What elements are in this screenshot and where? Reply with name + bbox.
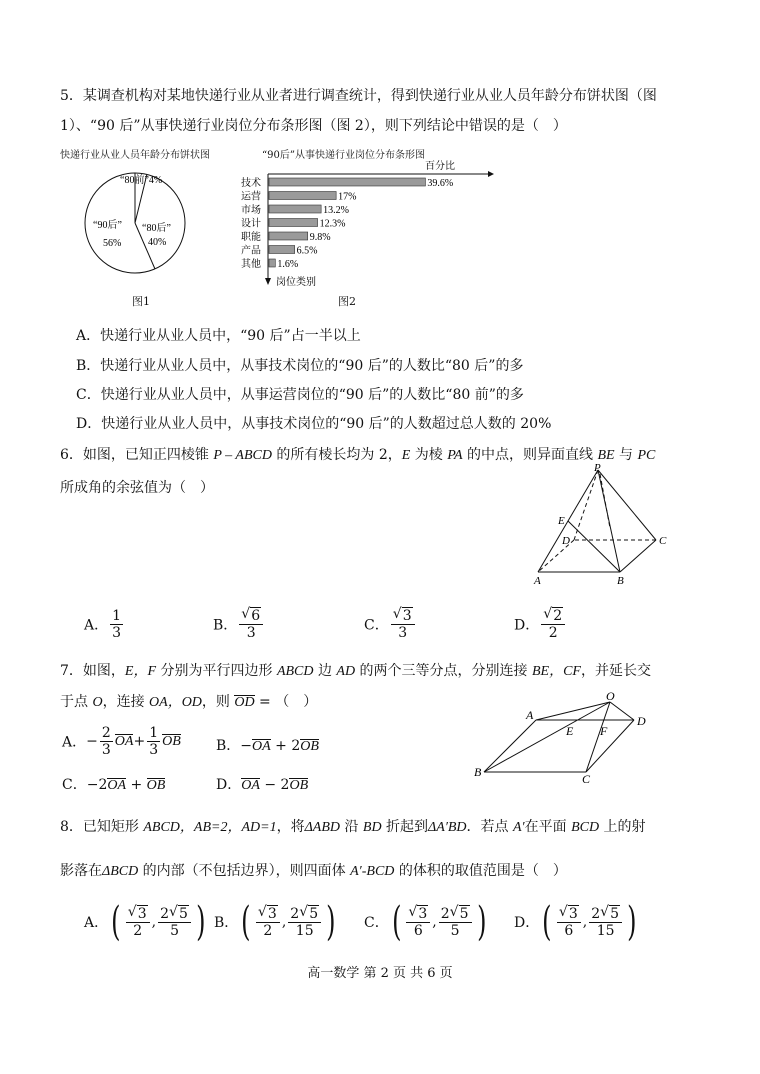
bar-value-label: 1.6% xyxy=(277,259,299,270)
label-b: B xyxy=(474,765,482,779)
label-c: C xyxy=(659,535,667,547)
parallelogram-figure xyxy=(470,688,660,784)
bar-chart-title: “90后”从事快递行业岗位分布条形图 xyxy=(262,150,425,161)
q5-stem-line1: 5．某调查机构对某地快递行业从业者进行调查统计，得到快递行业从业人员年龄分布饼状图（图 xyxy=(60,88,657,104)
bar-chart xyxy=(238,158,498,290)
q7-stem-line1: 7．如图，E，F 分别为平行四边形 ABCD 边 AD 的两个三等分点，分别连接 BE，CF，并延长交 xyxy=(60,663,651,679)
edge-ab xyxy=(484,720,536,772)
q5-option-b[interactable]: B．快递行业从业人员中，从事技术岗位的“90 后”的人数比“80 后”的多 xyxy=(76,358,524,374)
q6-text: 的所有棱长均为 2， xyxy=(271,447,402,463)
edge-pb xyxy=(598,470,620,572)
page-footer: 高一数学 第 2 页 共 6 页 xyxy=(307,966,453,981)
bar xyxy=(269,232,308,240)
q8-option-c[interactable]: C．( √ $\frac{3}{6}$ , $\frac{2√ 5}{5}$ ) xyxy=(364,902,489,942)
q8-stem-line2: 影落在ΔBCD 的内部（不包括边界），则四面体 A′-BCD 的体积的取值范围是（ ） xyxy=(60,863,567,879)
pie-slice-label-80-before: “80前”4% xyxy=(120,175,163,186)
pie-slice-label-80-after: “80后” xyxy=(142,223,171,234)
q6-edge-pa: PA xyxy=(447,448,463,463)
label-d: D xyxy=(637,714,646,728)
line-oa xyxy=(536,702,610,720)
bar-category-label: 职能 xyxy=(241,232,261,243)
q6-solid: P – ABCD xyxy=(213,448,272,463)
bar xyxy=(269,205,321,213)
q5-option-a[interactable]: A．快递行业从业人员中，“90 后”占一半以上 xyxy=(76,328,361,344)
bar-value-label: 6.5% xyxy=(296,245,318,257)
q6-option-d[interactable]: D． √ $\frac{2}{2}$ xyxy=(514,608,567,641)
bar-category-label: 产品 xyxy=(241,245,261,257)
pie-chart xyxy=(80,162,190,292)
q8-option-d[interactable]: D．( √ $\frac{3}{6}$ , $\frac{2√ 5}{15}$ ) xyxy=(514,902,640,942)
q6-text: 为棱 xyxy=(410,447,448,463)
pie-chart-title: 快递行业从业人员年龄分布饼状图 xyxy=(60,150,210,161)
bar-x-axis-arrow xyxy=(488,171,494,177)
bar-caption: 图2 xyxy=(338,295,356,308)
bar-category-label: 市场 xyxy=(241,205,261,216)
line-bo xyxy=(484,702,610,772)
bar-category-label: 技术 xyxy=(241,178,261,189)
q7-stem-line2: 于点 O，连接 OA，OD，则 OD = （ ） xyxy=(60,694,318,710)
bars-group xyxy=(241,176,453,270)
q6-option-c[interactable]: C． √ $\frac{3}{3}$ xyxy=(364,608,417,641)
q6-point-e: E xyxy=(401,448,411,463)
bar xyxy=(269,178,425,186)
q7-option-b[interactable]: B．−OA + 2OB xyxy=(216,738,319,754)
q6-text: 与 xyxy=(614,447,638,463)
q8-option-a[interactable]: A．( √ $\frac{3}{2}$ , $\frac{2√ 5}{5}$ ) xyxy=(84,902,209,942)
bar-category-label: 其他 xyxy=(241,259,261,270)
pyramid-figure xyxy=(528,462,678,590)
q7-option-c[interactable]: C．−2OA + OB xyxy=(62,777,166,793)
q8-stem-line1: 8．已知矩形 ABCD，AB=2，AD=1，将ΔABD 沿 BD 折起到ΔA′BD．若点 A′在平面 BCD 上的射 xyxy=(60,819,646,835)
bar-value-label: 12.3% xyxy=(319,218,346,230)
bar xyxy=(269,219,318,227)
bar xyxy=(269,259,275,267)
bar-y-axis-arrow xyxy=(265,278,271,285)
q6-option-a[interactable]: A． $\frac{1}{3}$ xyxy=(84,608,122,641)
label-p: P xyxy=(594,462,601,474)
q5-option-c[interactable]: C．快递行业从业人员中，从事运营岗位的“90 后”的人数比“80 前”的多 xyxy=(76,387,524,403)
label-f: F xyxy=(600,724,608,738)
pie-caption: 图1 xyxy=(132,295,150,308)
edge-dc xyxy=(586,720,634,772)
bar xyxy=(269,192,336,200)
pie-slice-percent-90-after: 56% xyxy=(103,238,122,249)
edge-bc xyxy=(620,540,656,572)
pie-slice-label-90-after: “90后” xyxy=(93,220,122,231)
bar-value-label: 39.6% xyxy=(427,178,454,189)
label-b: B xyxy=(617,575,624,587)
label-d: D xyxy=(562,535,570,547)
bar-value-label: 13.2% xyxy=(323,205,349,216)
segment-be xyxy=(568,521,620,572)
label-e: E xyxy=(566,724,574,738)
q7-option-d[interactable]: D．OA − 2OB xyxy=(216,777,309,793)
label-a: A xyxy=(526,708,534,722)
label-o: O xyxy=(606,689,615,703)
bar-value-label: 17% xyxy=(338,191,357,203)
bar-x-axis-label: 百分比 xyxy=(425,161,455,172)
q6-stem-line1 xyxy=(60,444,655,464)
q6-option-b[interactable]: B． √ $\frac{6}{3}$ xyxy=(213,608,265,641)
line-od xyxy=(610,702,634,720)
label-e: E xyxy=(558,515,565,527)
bar-value-label: 9.8% xyxy=(309,232,331,243)
q6-line-pc: PC xyxy=(637,448,656,463)
bar-y-axis-label: 岗位类别 xyxy=(276,277,316,288)
q5-stem-line2: 1）、“90 后”从事快递行业岗位分布条形图（图 2），则下列结论中错误的是（ ） xyxy=(60,118,567,134)
q6-text: 的中点，则异面直线 xyxy=(462,447,598,463)
q6-stem-line2: 所成角的余弦值为（ ） xyxy=(60,480,214,496)
edge-pc xyxy=(598,470,656,540)
label-c: C xyxy=(582,772,591,784)
q6-text: 6．如图，已知正四棱锥 xyxy=(60,447,214,463)
q7-option-a[interactable]: A．− $\frac{2}{3}$ OA+ $\frac{1}{3}$ OB xyxy=(62,725,181,758)
label-a: A xyxy=(534,575,541,587)
q6-line-be: BE xyxy=(597,448,615,463)
pie-slice-percent-80-after: 40% xyxy=(148,237,167,248)
q8-option-b[interactable]: B．( √ $\frac{3}{2}$ , $\frac{2√ 5}{15}$ ) xyxy=(214,902,339,942)
q5-option-d[interactable]: D．快递行业从业人员中，从事技术岗位的“90 后”的人数超过总人数的 20% xyxy=(76,416,552,432)
bar-category-label: 设计 xyxy=(241,218,261,230)
bar xyxy=(269,246,295,254)
bar-category-label: 运营 xyxy=(241,191,261,203)
